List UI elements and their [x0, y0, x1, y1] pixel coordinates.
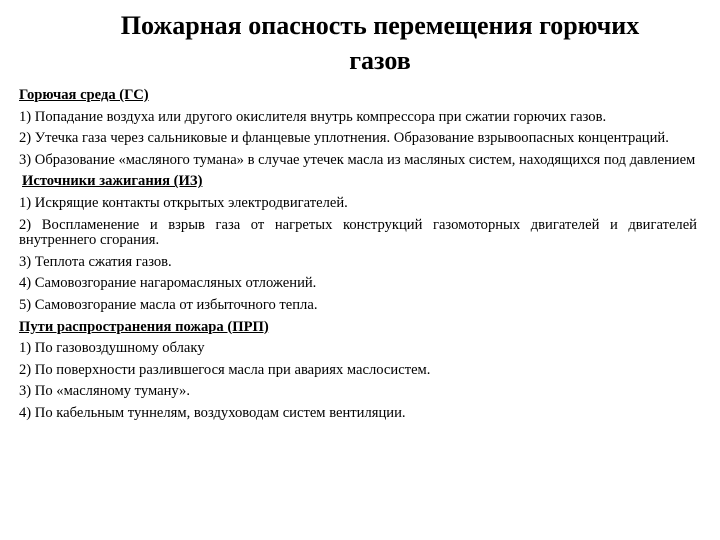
list-item: 1) Искрящие контакты открытых электродвигателей.: [19, 194, 348, 211]
list-item: 4) По кабельным туннелям, воздуховодам систем вентиляции.: [19, 404, 406, 421]
list-item: 4) Самовозгорание нагаромасляных отложений.: [19, 275, 317, 292]
section-heading-combustible-medium: Горючая среда (ГС): [19, 87, 149, 103]
list-item: 3) Образование «масляного тумана» в случае утечек масла из масляных систем, находящихся под давлением: [19, 151, 696, 168]
slide-body: [19, 88, 697, 428]
list-item: 1) По газовоздушному облаку: [19, 340, 205, 357]
list-item: 2) Утечка газа через сальниковые и фланцевые уплотнения. Образование взрывоопасных концентраций.: [19, 130, 669, 147]
title-line-2: газов: [349, 46, 411, 75]
list-item: 2) Воспламенение и взрыв газа от нагретых конструкций газомоторных двигателей и двигателей внутреннего сгорания.: [19, 216, 697, 249]
section-heading-fire-spread-paths: Пути распространения пожара (ПРП): [19, 318, 269, 335]
list-item: 3) Теплота сжатия газов.: [19, 253, 172, 270]
list-item: 3) По «масляному туману».: [19, 383, 190, 400]
section-heading-ignition-sources: Источники зажигания (ИЗ): [22, 173, 203, 190]
list-item: 1) Попадание воздуха или другого окислителя внутрь компрессора при сжатии горючих газов.: [19, 108, 607, 125]
slide-title: [40, 8, 720, 78]
title-line-1: Пожарная опасность перемещения горючих: [120, 11, 640, 40]
list-item: 2) По поверхности разлившегося масла при авариях маслосистем.: [19, 361, 431, 378]
list-item: 5) Самовозгорание масла от избыточного тепла.: [19, 296, 318, 313]
